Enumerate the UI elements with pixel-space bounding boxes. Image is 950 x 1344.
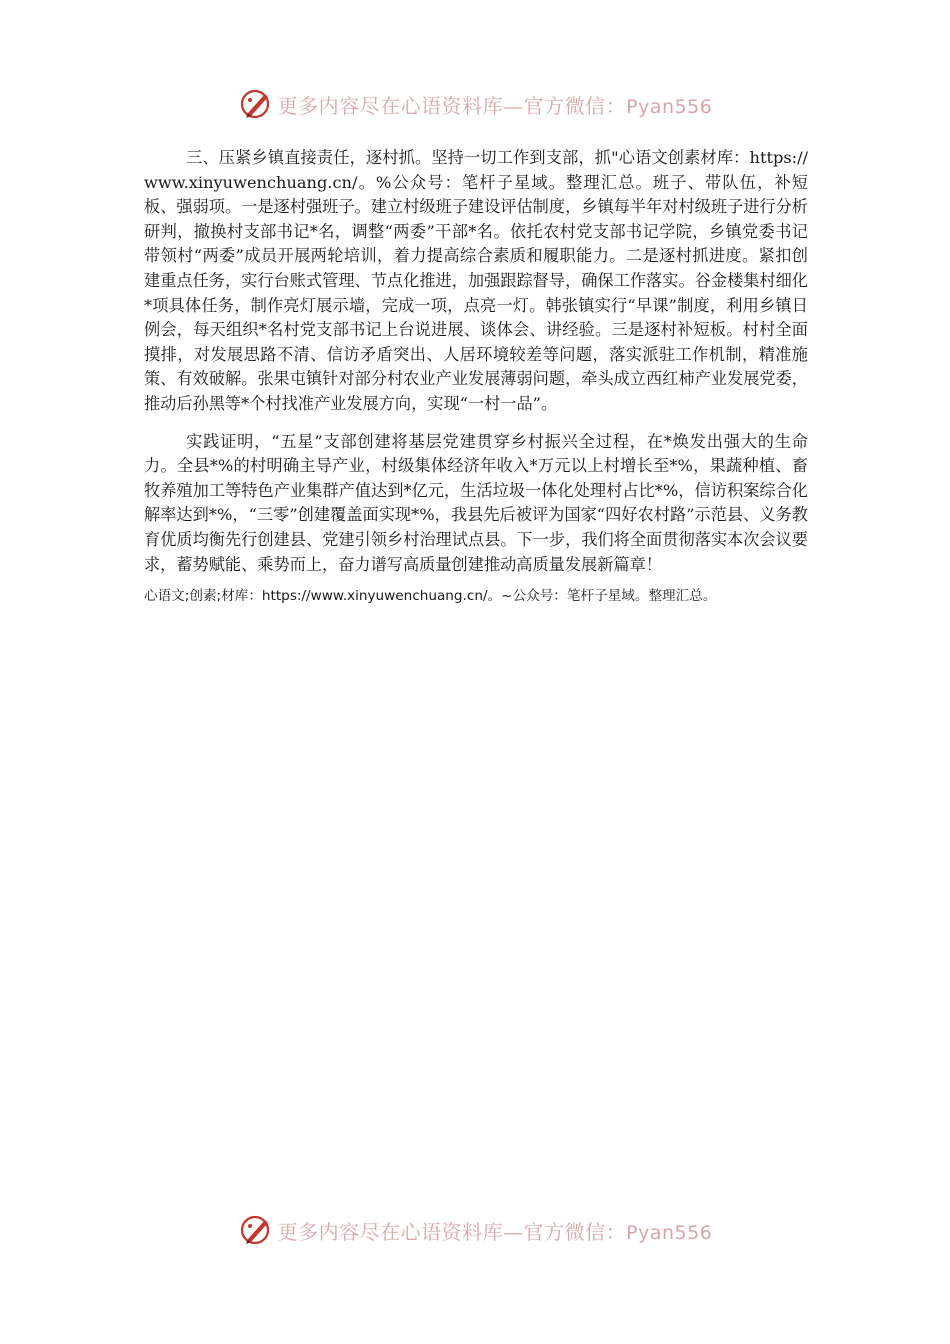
source-note: 心语文;创素;材库：https://www.xinyuwenchuang.cn/。~公众号：笔杆子星域。整理汇总。 (144, 588, 717, 605)
paragraph-1: 三、压紧乡镇直接责任，逐村抓。坚持一切工作到支部，抓"心语文创素材库：https://www.xinyuwenchuang.cn/。%公众号：笔杆子星域。整理汇总。班子、带队伍，补短板、强弱项。一是逐村强班子。建立村级班子建设评估制度，乡镇每半年对村级班子进行分析研判，撤换村支部书记*名，调整“两委”干部*名。依托农村党支部书记学院，乡镇党委书记带领村“两委”成员开展两轮培训，着力提高综合素质和履职能力。二是逐村抓进度。紧扣创建重点任务，实行台账式管理、节点化推进，加强跟踪督导，确保工作落实。谷金楼集村细化*项具体任务，制作亮灯展示墙，完成一项，点亮一灯。韩张镇实行“早课”制度，利用乡镇日例会，每天组织*名村党支部书记上台说进展、谈体会、讲经验。三是逐村补短板。村村全面摸排，对发展思路不清、信访矛盾突出、人居环境较差等问题，落实派驻工作机制，精准施策、有效破解。张果屯镇针对部分村农业产业发展薄弱问题，牵头成立西红柿产业发展党委，推动后孙黑等*个村找准产业发展方向，实现“一村一品”。 (144, 148, 808, 413)
wechat-id: Pyan556 (626, 95, 713, 118)
header-watermark (0, 82, 950, 126)
document-body (144, 146, 808, 607)
watermark-text: 更多内容尽在心语资料库—官方微信：Pyan556 (277, 93, 713, 118)
watermark-text: 更多内容尽在心语资料库—官方微信：Pyan556 (277, 1219, 713, 1244)
pen-circle-logo-icon (238, 86, 274, 122)
footer-watermark (0, 1208, 950, 1252)
wechat-id: Pyan556 (626, 1221, 713, 1244)
paragraph-2: 实践证明，“五星”支部创建将基层党建贯穿乡村振兴全过程，在*焕发出强大的生命力。全县*%的村明确主导产业，村级集体经济年收入*万元以上村增长至*%，果蔬种植、畜牧养殖加工等特色产业集群产值达到*亿元，生活垃圾一体化处理村占比*%，信访积案综合化解率达到*%，“三零”创建覆盖面实现*%，我县先后被评为国家“四好农村路”示范县、义务教育优质均衡先行创建县、党建引领乡村治理试点县。下一步，我们将全面贯彻落实本次会议要求，蓄势赋能、乘势而上，奋力谱写高质量创建推动高质量发展新篇章！ (144, 431, 808, 574)
pen-circle-logo-icon (238, 1212, 274, 1248)
